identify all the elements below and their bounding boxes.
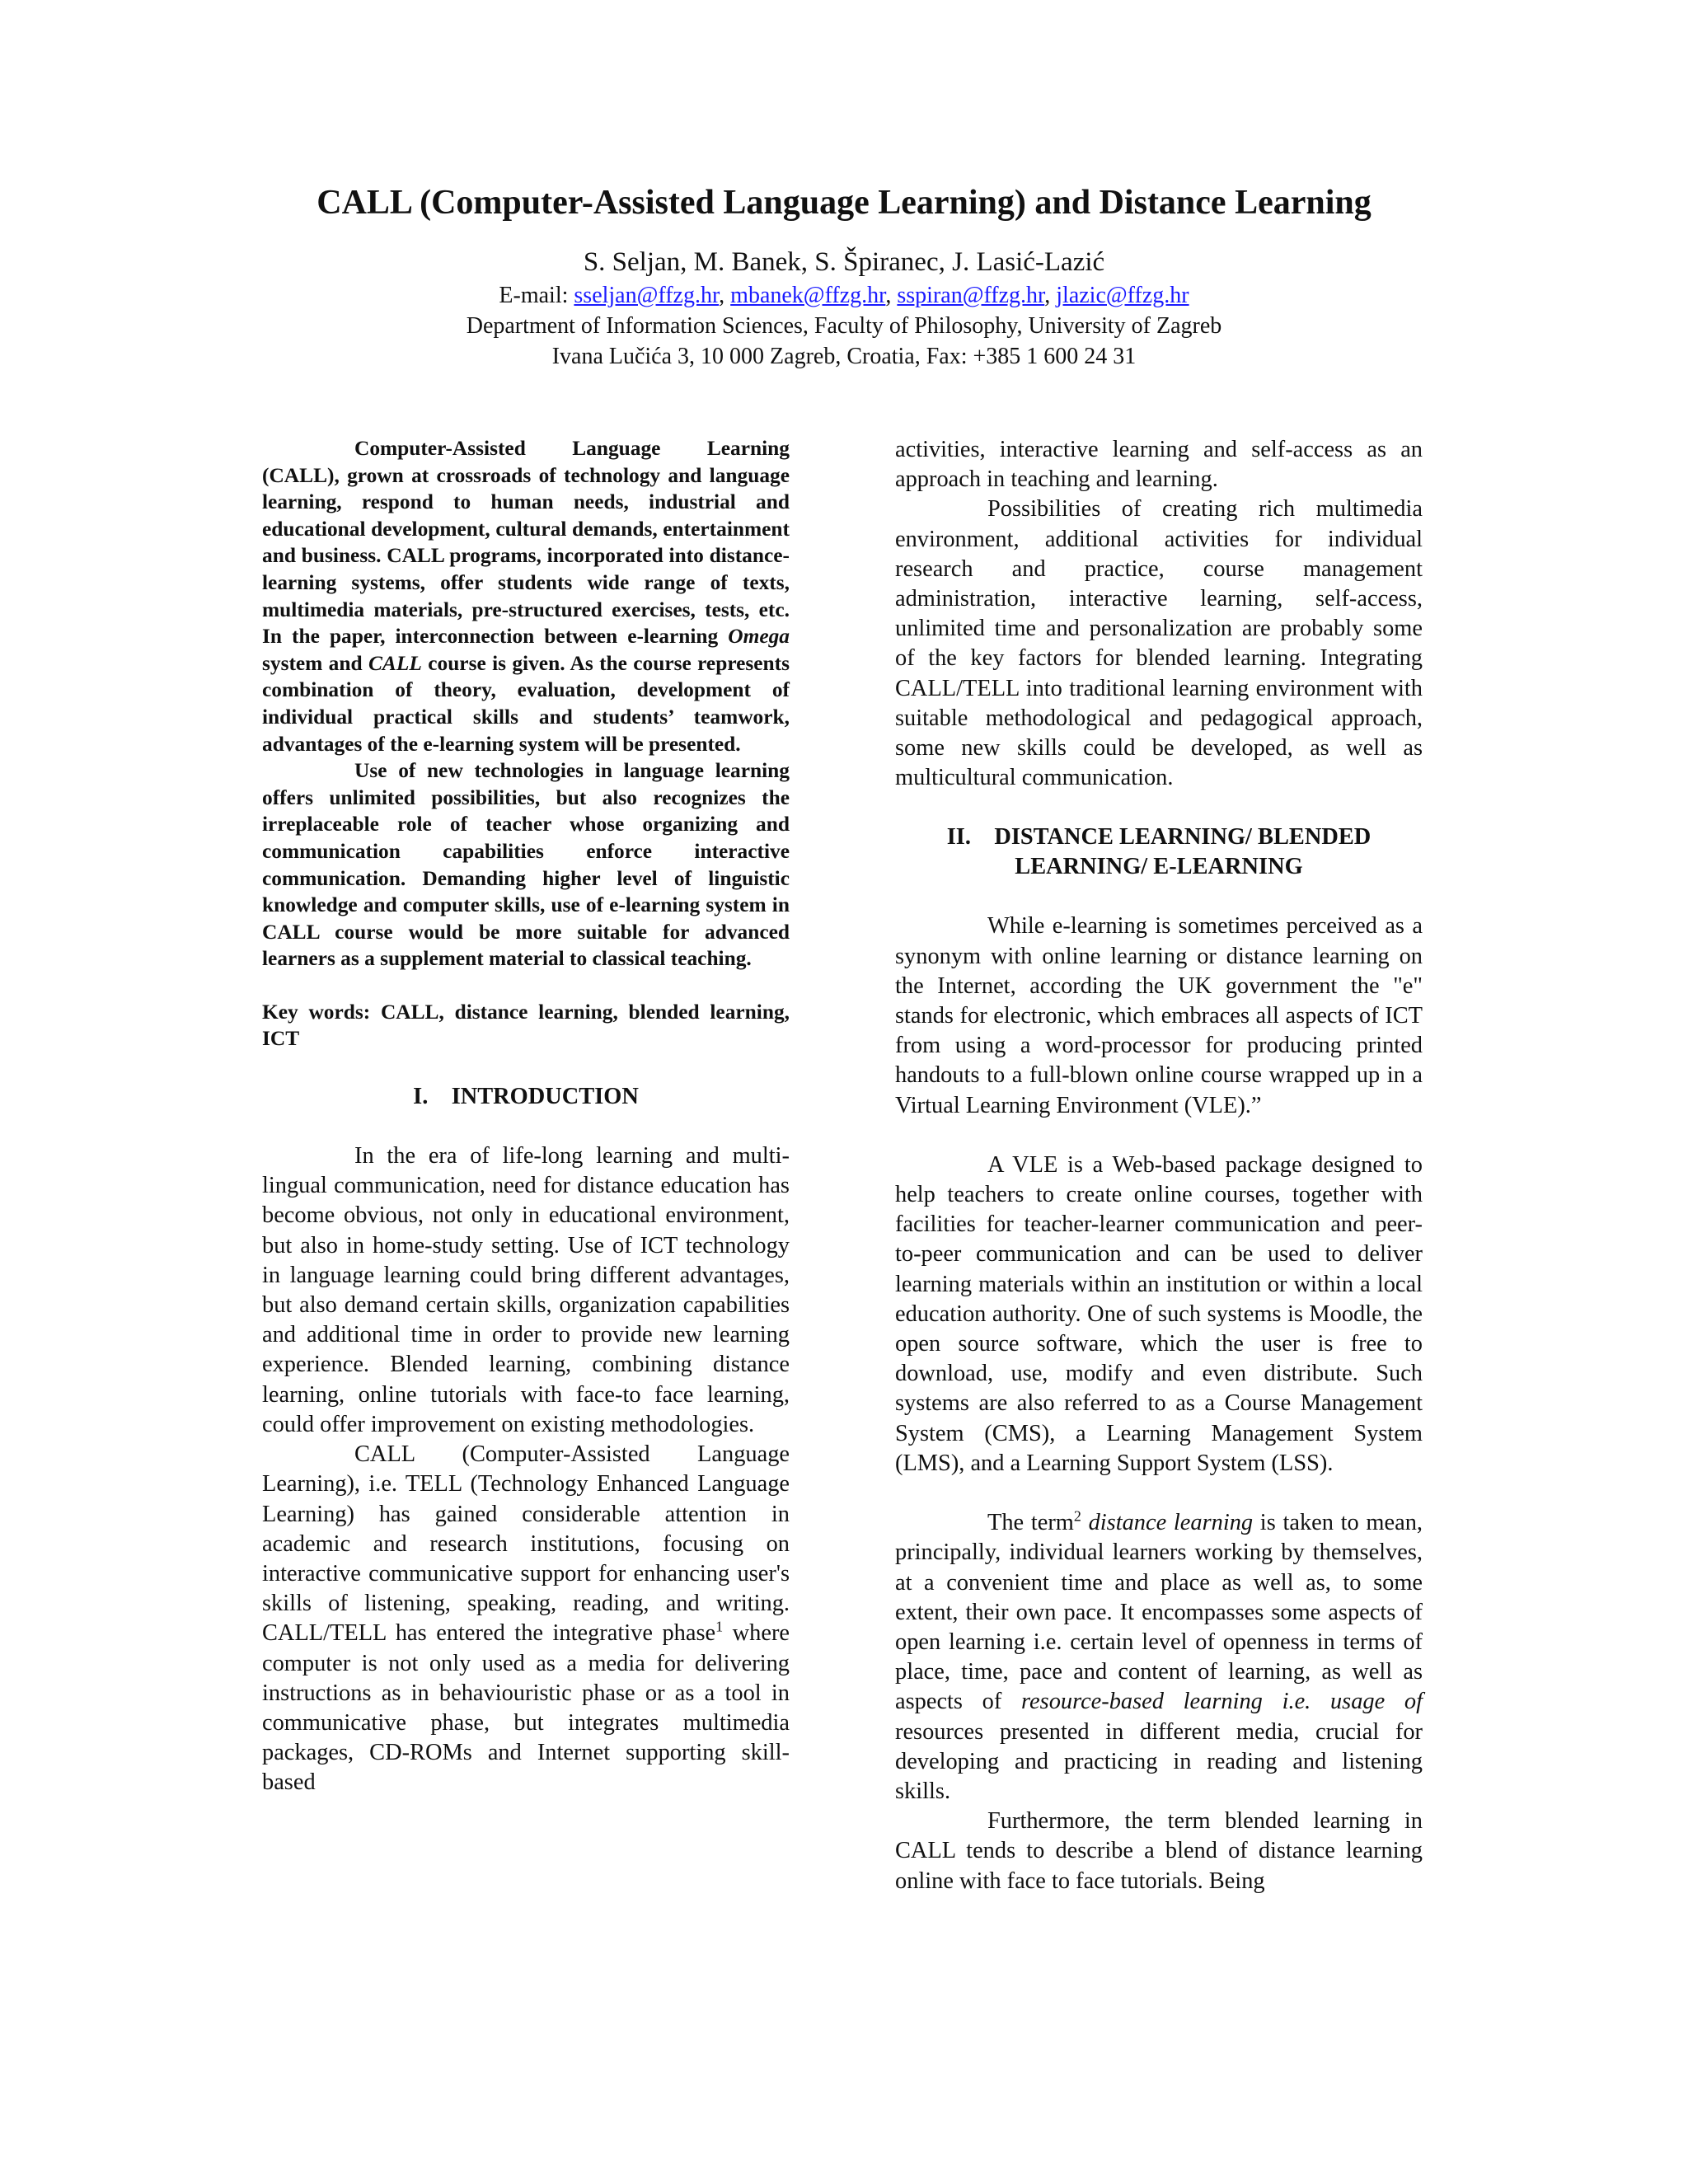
email-separator: , xyxy=(719,283,731,308)
section-title-line-2: LEARNING/ E-LEARNING xyxy=(1015,854,1303,880)
paper-header xyxy=(0,180,1688,372)
section-title: INTRODUCTION xyxy=(451,1084,639,1110)
email-separator: , xyxy=(1044,283,1057,308)
email-link-sseljan[interactable]: sseljan@ffzg.hr xyxy=(574,283,720,308)
footnote-ref-1: 1 xyxy=(715,1618,724,1635)
call-term: CALL xyxy=(368,651,422,675)
address: Ivana Lučića 3, 10 000 Zagreb, Croatia, Fax: +385 1 600 24 31 xyxy=(551,344,1137,369)
section-number: II. xyxy=(946,824,971,851)
intro-paragraph-3: Possibilities of creating rich multimedia environment, additional activities for individual research and practice, course management administration, interactive learning, self-access, unlimited time and personalization are probably some of the key factors for blended learning. Integrating CALL/TELL into traditional learning environment with suitable methodological and pedagogical approach, some new skills could be developed, as well as multicultural communication. xyxy=(895,496,1423,791)
email-link-sspiran[interactable]: sspiran@ffzg.hr xyxy=(897,283,1045,308)
dl-paragraph-4: Furthermore, the term blended learning in CALL tends to describe a blend of distance learning online with face to face tutorials. Being xyxy=(895,1808,1423,1894)
email-link-jlazic[interactable]: jlazic@ffzg.hr xyxy=(1056,283,1189,308)
paper-authors: S. Seljan, M. Banek, S. Špiranec, J. Lasić-Lazić xyxy=(583,247,1105,277)
right-column xyxy=(895,435,1423,1896)
keywords: Key words: CALL, distance learning, blended learning, ICT xyxy=(262,1000,790,1051)
intro-paragraph-1: In the era of life-long learning and multi-lingual communication, need for distance education has become obvious, not only in educational environment, but also in home-study setting. Use of ICT technology in language learning could bring different advantages, but also demand certain skills, organization capabilities and additional time in order to provide new learning experience. Blended learning, combining distance learning, online tutorials with face-to face learning, could offer improvement on existing methodologies. xyxy=(262,1143,790,1437)
intro-paragraph-2-continued: activities, interactive learning and self-access as an approach in teaching and learning. xyxy=(895,437,1423,493)
section-heading-introduction xyxy=(262,1082,790,1112)
affiliation: Department of Information Sciences, Faculty of Philosophy, University of Zagreb xyxy=(466,313,1222,339)
section-title-line-1: DISTANCE LEARNING/ BLENDED xyxy=(994,824,1372,851)
email-separator: , xyxy=(885,283,898,308)
intro-paragraph-2: CALL (Computer-Assisted Language Learning), i.e. TELL (Technology Enhanced Language Learning) has gained considerable attention in academic and research institutions, focusing on interactive communicative support for enhancing user's skills of listening, speaking, reading, and writing. CALL/TELL has entered the integrative phase$^1$ where computer is not only used as a media for delivering instructions as in behaviouristic phase or as a tool in communicative phase, but integrates multimedia packages, CD-ROMs and Internet supporting skill-based xyxy=(262,1441,790,1796)
email-line xyxy=(0,280,1688,311)
left-column xyxy=(262,435,790,1798)
dl-paragraph-3: The term$^2$ distance learning is taken to mean, principally, individual learners working by themselves, at a convenient time and place as well as, to some extent, their own pace. It encompasses some aspects of open learning i.e. certain level of openness in terms of place, time, pace and content of learning, as well as aspects of resource-based learning i.e. usage of resources presented in different media, crucial for developing and practicing in reading and listening skills. xyxy=(895,1507,1423,1804)
abstract-paragraph-1: Computer-Assisted Language Learning (CALL), grown at crossroads of technology and language learning, respond to human needs, industrial and educational development, cultural demands, entertainment and business. CALL programs, incorporated into distance-learning systems, offer students wide range of texts, multimedia materials, pre-structured exercises, tests, etc. In the paper, interconnection between e-learning Omega system and CALL course is given. As the course represents combination of theory, evaluation, development of individual practical skills and students’ teamwork, advantages of the e-learning system will be presented. xyxy=(262,437,790,756)
dl-paragraph-2: A VLE is a Web-based package designed to help teachers to create online courses, together with facilities for teacher-learner communication and peer-to-peer communication and can be used to deliver learning materials within an institution or within a local education authority. One of such systems is Moodle, the open source software, which the user is free to download, use, modify and even distribute. Such systems are also referred to as a Course Management System (CMS), a Learning Management System (LMS), and a Learning Support System (LSS). xyxy=(895,1151,1423,1476)
omega-term: Omega xyxy=(728,625,790,649)
dl-paragraph-1: While e-learning is sometimes perceived as a synonym with online learning or distance learning on the Internet, according the UK government the "e" stands for electronic, which embraces all aspects of ICT from using a word-processor for producing printed handouts to a full-blown online course wrapped up in a Virtual Learning Environment (VLE).” xyxy=(895,913,1423,1118)
abstract-paragraph-2: Use of new technologies in language learning offers unlimited possibilities, but also recognizes the irreplaceable role of teacher whose organizing and communication capabilities enforce interactive communication. Demanding higher level of linguistic knowledge and computer skills, use of e-learning system in CALL course would be more suitable for advanced learners as a supplement material to classical teaching. xyxy=(262,759,790,971)
section-heading-distance-learning xyxy=(895,823,1423,882)
paper-title: CALL (Computer-Assisted Language Learning) and Distance Learning xyxy=(316,184,1372,222)
section-number: I. xyxy=(413,1084,429,1110)
email-label: E-mail: xyxy=(499,283,574,308)
footnote-ref-2: 2 xyxy=(1073,1507,1081,1525)
email-link-mbanek[interactable]: mbanek@ffzg.hr xyxy=(730,283,886,308)
